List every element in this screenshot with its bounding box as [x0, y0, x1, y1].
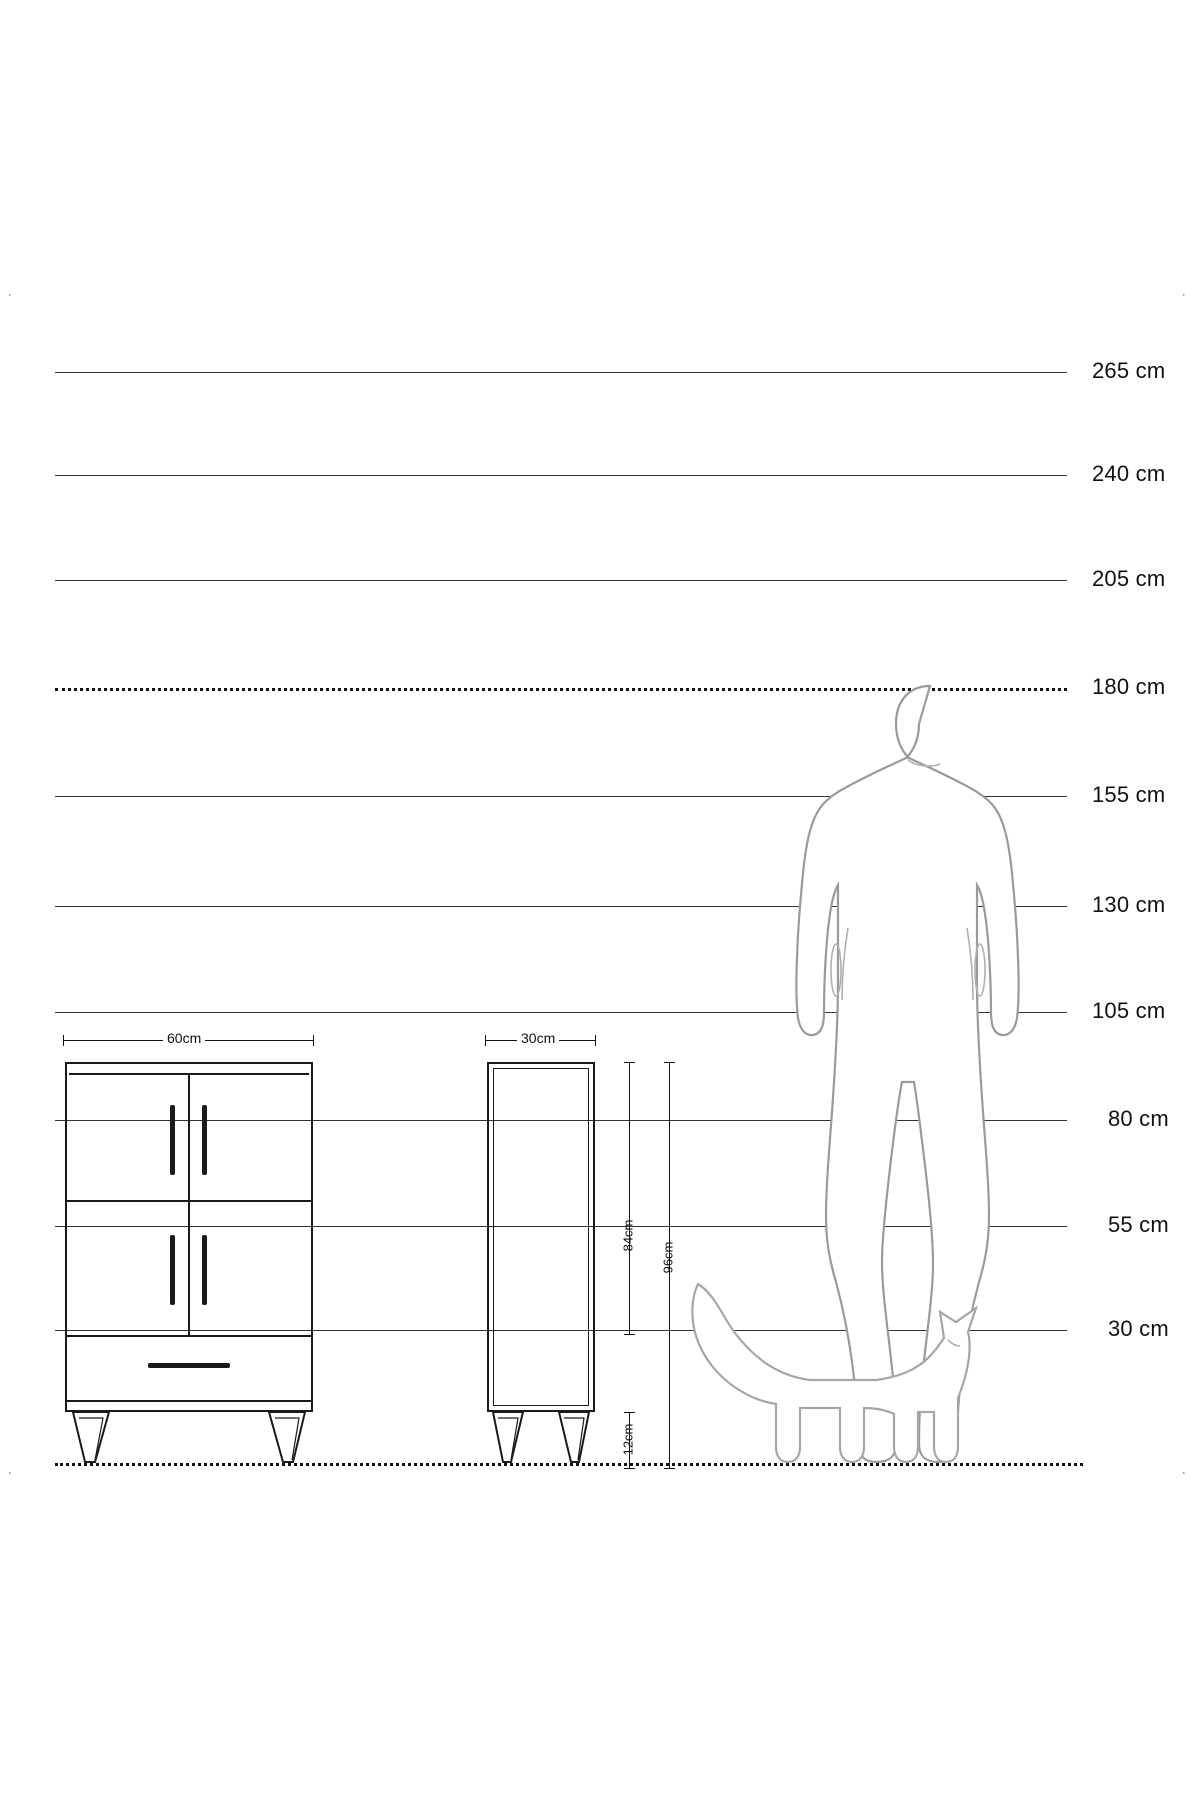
scale-label-265: 265 cm [1092, 358, 1166, 383]
tall-unit-width-cap-left [485, 1035, 486, 1046]
scale-line-265 [55, 372, 1067, 373]
scale-label-55: 55 cm [1108, 1212, 1169, 1237]
tall-unit-width-cap-right [595, 1035, 596, 1046]
height-96-cap-top [664, 1062, 675, 1063]
scale-label-180: 180 cm [1092, 674, 1166, 699]
cabinet-drawer-handle[interactable] [148, 1363, 230, 1368]
cat-silhouette [690, 1278, 978, 1468]
scale-line-205 [55, 580, 1067, 581]
corner-mark-bottom-right: · [1182, 1467, 1186, 1479]
cabinet-width-cap-left [63, 1035, 64, 1046]
cabinet-handle-lower-left[interactable] [170, 1235, 175, 1305]
height-12-cap-bottom [624, 1468, 635, 1469]
corner-mark-top-right: · [1182, 289, 1186, 301]
tall-unit-legs [487, 1412, 597, 1464]
tall-unit-bottom-inner [493, 1405, 589, 1406]
scale-line-240 [55, 475, 1067, 476]
cabinet-center-divider [188, 1073, 190, 1335]
corner-mark-top-left: · [8, 289, 12, 301]
tall-unit-width-label: 30cm [517, 1030, 559, 1046]
cabinet-bottom-edge [67, 1400, 311, 1402]
scale-label-130: 130 cm [1092, 892, 1166, 917]
scale-label-240: 240 cm [1092, 461, 1166, 486]
cabinet-handle-upper-right[interactable] [202, 1105, 207, 1175]
height-84-cap-bottom [624, 1334, 635, 1335]
height-96-cap-bottom [664, 1468, 675, 1469]
cabinet-middle-shelf [67, 1200, 311, 1202]
height-96-label: 96cm [660, 1241, 676, 1274]
height-84-dimension-line [629, 1062, 630, 1334]
height-12-cap-top [624, 1412, 635, 1413]
cabinet-legs [65, 1412, 315, 1464]
cabinet-handle-lower-right[interactable] [202, 1235, 207, 1305]
scale-label-80: 80 cm [1108, 1106, 1169, 1131]
scale-label-205: 205 cm [1092, 566, 1166, 591]
scale-label-105: 105 cm [1092, 998, 1166, 1023]
cabinet-drawer-divider [67, 1335, 311, 1337]
scale-label-155: 155 cm [1092, 782, 1166, 807]
height-12-label: 12cm [620, 1423, 636, 1456]
scale-label-30: 30 cm [1108, 1316, 1169, 1341]
cabinet-handle-upper-left[interactable] [170, 1105, 175, 1175]
height-84-label: 84cm [620, 1219, 636, 1252]
tall-unit-body [487, 1062, 595, 1412]
corner-mark-bottom-left: · [8, 1467, 12, 1479]
cabinet-width-cap-right [313, 1035, 314, 1046]
height-84-cap-top [624, 1062, 635, 1063]
tall-unit-inner-left [493, 1068, 494, 1406]
tall-unit-inner-right [588, 1068, 589, 1406]
tall-unit-top-inner [493, 1068, 589, 1069]
cabinet-width-label: 60cm [163, 1030, 205, 1046]
